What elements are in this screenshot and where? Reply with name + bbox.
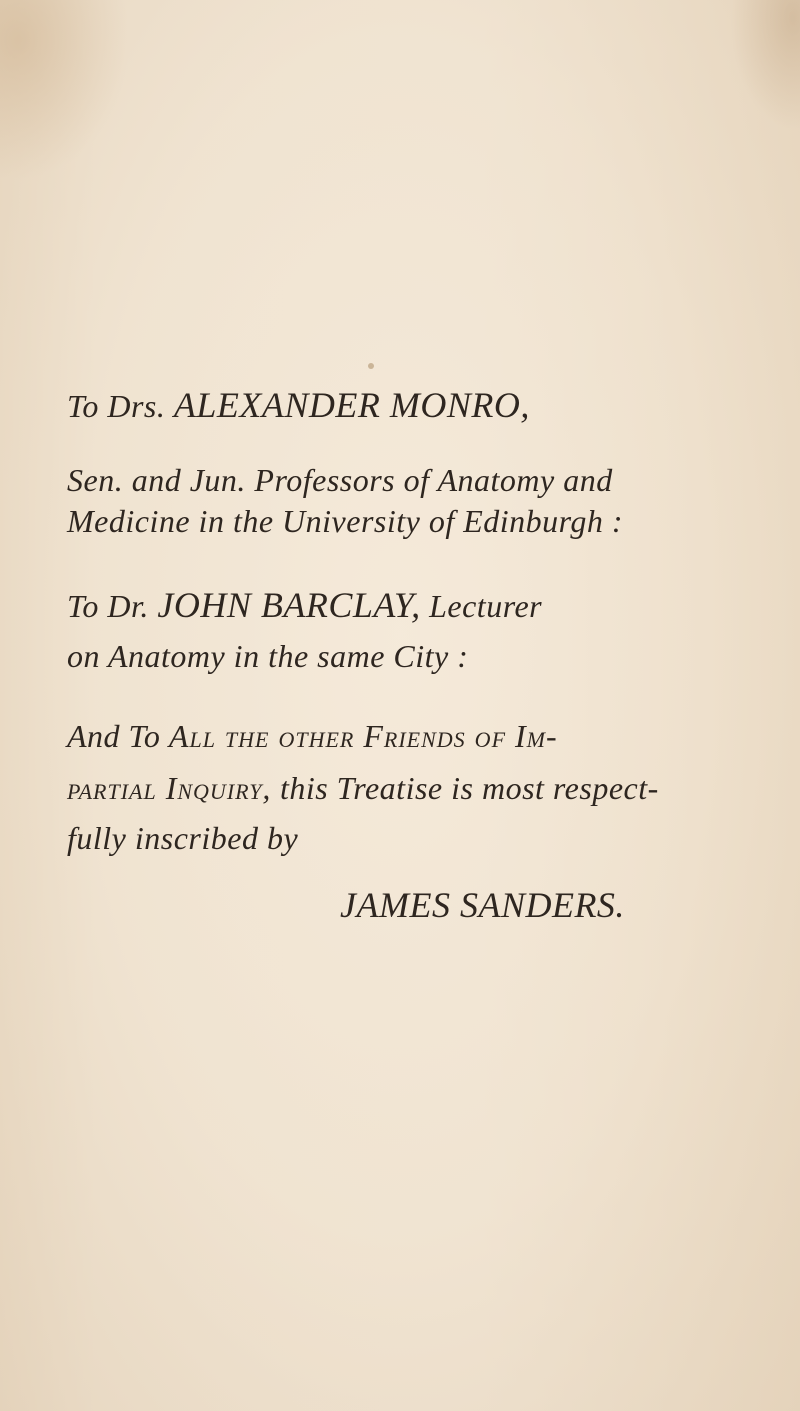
ink-speck xyxy=(368,363,374,369)
dedication-line-8: fully inscribed by xyxy=(67,820,299,856)
dedication-prefix: To xyxy=(67,388,108,424)
dedication-line-2: Sen. and Jun. Professors of Anatomy and xyxy=(67,462,613,498)
dedication-line-6 xyxy=(67,718,558,755)
author-signature: JAMES SANDERS. xyxy=(340,885,625,925)
dedication-line-3: Medicine in the University of Edinburgh : xyxy=(67,503,624,539)
dedication-line-5: on Anatomy in the same City : xyxy=(67,638,469,674)
dedicatee-role: Lecturer xyxy=(429,588,543,624)
dedication-line-1 xyxy=(67,384,530,426)
dedication-prefix: To xyxy=(67,588,108,624)
dedicatee-name: ALEXANDER MONRO, xyxy=(173,385,530,425)
honorific: Dr. xyxy=(107,588,149,624)
dedication-line-7 xyxy=(67,770,659,807)
honorific: Drs. xyxy=(107,388,166,424)
dedication-line-4 xyxy=(67,584,542,626)
dedication-prefix: And To xyxy=(67,718,169,754)
paper-stain xyxy=(0,0,130,180)
small-caps-phrase: All the other Friends of Im- xyxy=(168,718,558,754)
dedicatee-name: JOHN BARCLAY, xyxy=(157,585,421,625)
small-caps-phrase: partial Inquiry, xyxy=(67,770,272,806)
dedication-text: this Treatise is most respect- xyxy=(271,770,659,806)
paper-stain xyxy=(730,0,800,130)
